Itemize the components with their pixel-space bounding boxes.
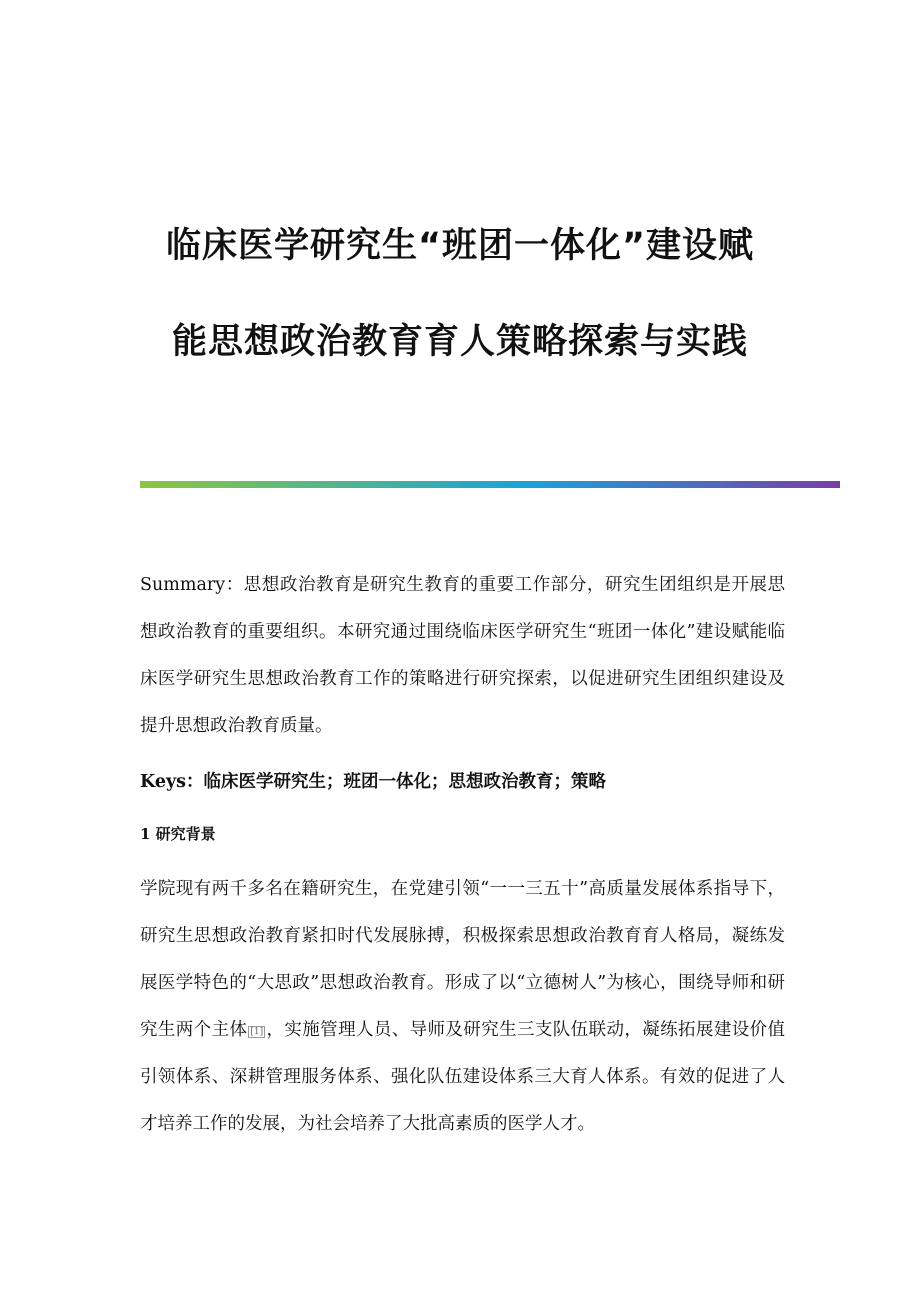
- keywords-line: [140, 768, 606, 793]
- keywords-text: 临床医学研究生；班团一体化；思想政治教育；策略: [203, 772, 606, 792]
- body-text-part-2: ，实施管理人员、导师及研究生三支队伍联动，凝练拓展建设价值引领体系、深耕管理服务体系、强化队伍建设体系三大育人体系。有效的促进了人才培养工作的发展，为社会培养了大批高素质的医学人才。: [140, 1020, 786, 1134]
- keywords-label: Keys：: [140, 772, 204, 792]
- summary-label: Summary：: [140, 575, 244, 595]
- section-heading: 1 研究背景: [140, 825, 216, 843]
- document-title-line-1: 临床医学研究生“班团一体化”建设赋: [165, 226, 754, 266]
- body-paragraph: [140, 866, 785, 1148]
- gradient-divider: [140, 481, 840, 488]
- summary-paragraph: [140, 562, 785, 750]
- document-title-line-2: 能思想政治教育育人策略探索与实践: [171, 322, 748, 362]
- summary-text: 思想政治教育是研究生教育的重要工作部分，研究生团组织是开展思想政治教育的重要组织。本研究通过围绕临床医学研究生“班团一体化”建设赋能临床医学研究生思想政治教育工作的策略进行研究探索，以促进研究生团组织建设及提升思想政治教育质量。: [140, 575, 786, 736]
- body-text-part-1: 学院现有两千多名在籍研究生，在党建引领“一一三五十”高质量发展体系指导下，研究生思想政治教育紧扣时代发展脉搏，积极探索思想政治教育育人格局，凝练发展医学特色的“大思政”思想政治教育。形成了以“立德树人”为核心，围绕导师和研究生两个主体: [140, 879, 785, 1040]
- citation-marker[interactable]: [1]: [250, 1027, 264, 1037]
